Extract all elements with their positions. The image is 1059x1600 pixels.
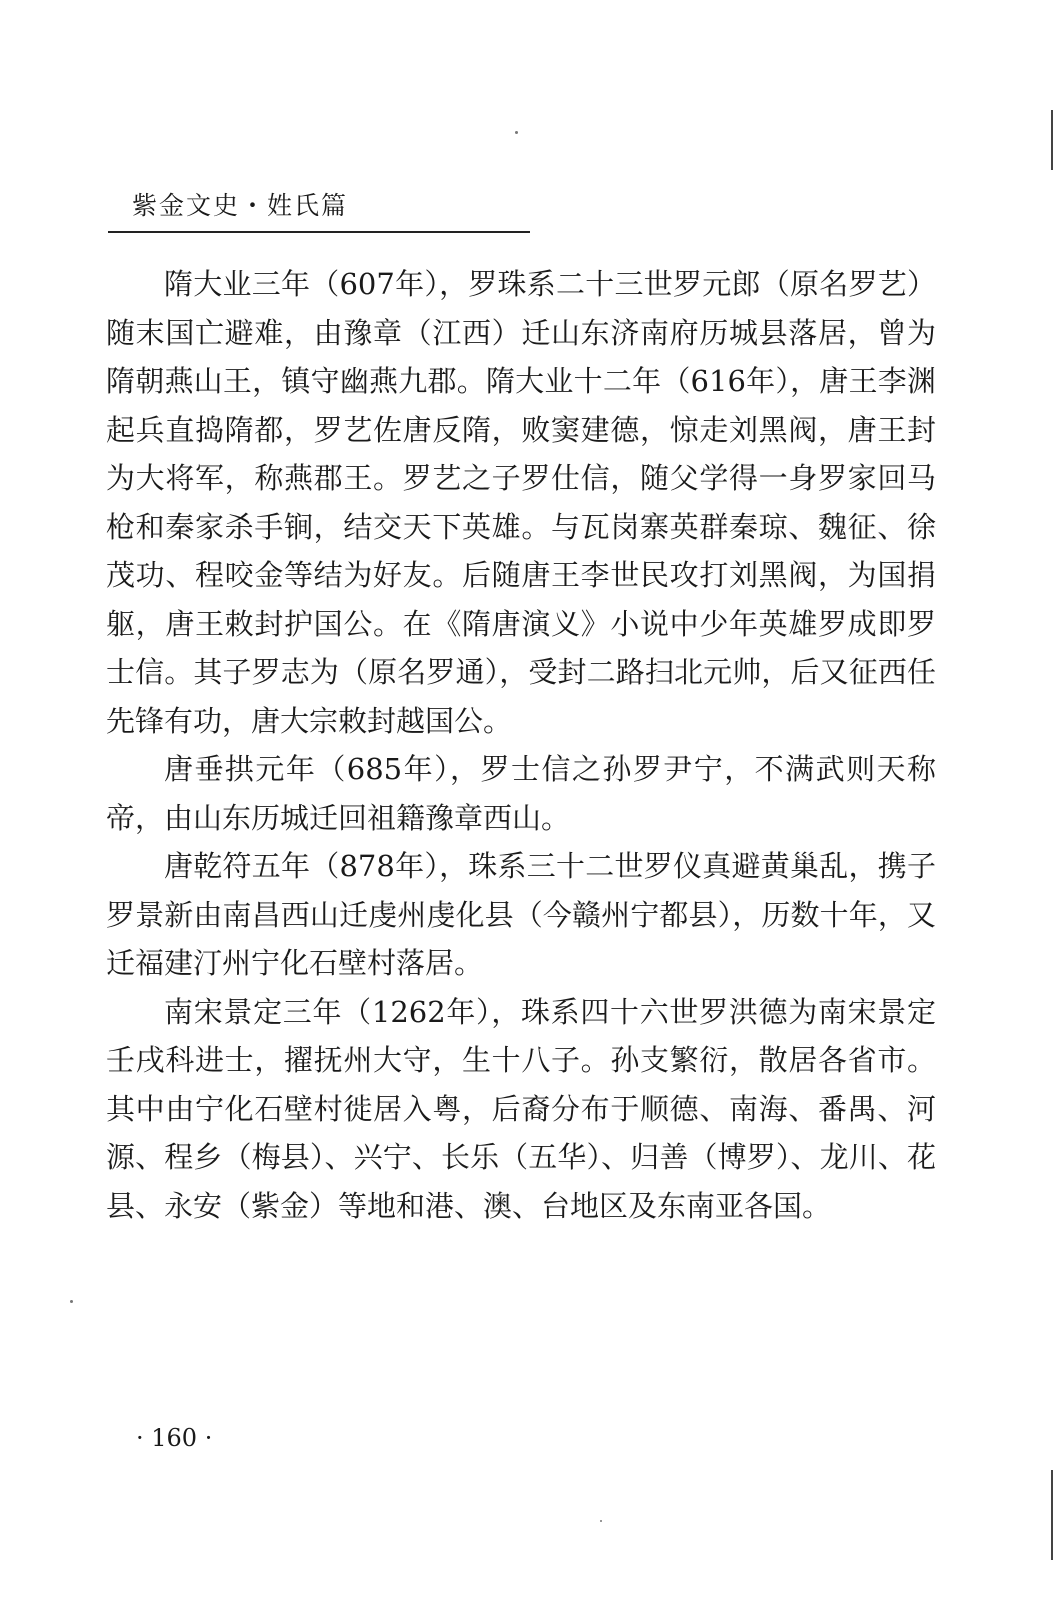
- paragraph: 隋大业三年（607年），罗珠系二十三世罗元郎（原名罗艺）随末国亡避难，由豫章（江西）迁山东济南府历城县落居，曾为隋朝燕山王，镇守幽燕九郡。隋大业十二年（616年），唐王李渊起兵直捣隋都，罗艺佐唐反隋，败窦建德，惊走刘黑阀，唐王封为大将军，称燕郡王。罗艺之子罗仕信，随父学得一身罗家回马枪和秦家杀手锏，结交天下英雄。与瓦岗寨英群秦琼、魏征、徐茂功、程咬金等结为好友。后随唐王李世民攻打刘黑阀，为国捐躯，唐王敕封护国公。在《隋唐演义》小说中少年英雄罗成即罗士信。其子罗志为（原名罗通），受封二路扫北元帅，后又征西任先锋有功，唐大宗敕封越国公。: [106, 267, 936, 738]
- paragraph: 唐乾符五年（878年），珠系三十二世罗仪真避黄巢乱，携子罗景新由南昌西山迁虔州虔化县（今赣州宁都县），历数十年，又迁福建汀州宁化石壁村落居。: [106, 849, 936, 980]
- paragraph: 南宋景定三年（1262年），珠系四十六世罗洪德为南宋景定壬戌科进士，擢抚州大守，生十八子。孙支繁衍，散居各省市。其中由宁化石壁村徙居入粤，后裔分布于顺德、南海、番禺、河源、程乡（梅县）、兴宁、长乐（五华）、归善（博罗）、龙川、花县、永安（紫金）等地和港、澳、台地区及东南亚各国。: [106, 994, 936, 1223]
- scan-edge-mark: [1051, 1470, 1053, 1560]
- scan-speck: [600, 1520, 602, 1522]
- running-title: 紫金文史・姓氏篇: [132, 191, 349, 220]
- header-rule: [108, 231, 530, 233]
- scan-speck: [70, 1300, 73, 1303]
- body-text: [106, 260, 936, 1230]
- page-number: · 160 ·: [136, 1424, 213, 1452]
- paragraph: 唐垂拱元年（685年），罗士信之孙罗尹宁，不满武则天称帝，由山东历城迁回祖籍豫章西山。: [106, 752, 936, 835]
- scan-speck: [515, 131, 518, 134]
- scan-edge-mark: [1051, 110, 1053, 170]
